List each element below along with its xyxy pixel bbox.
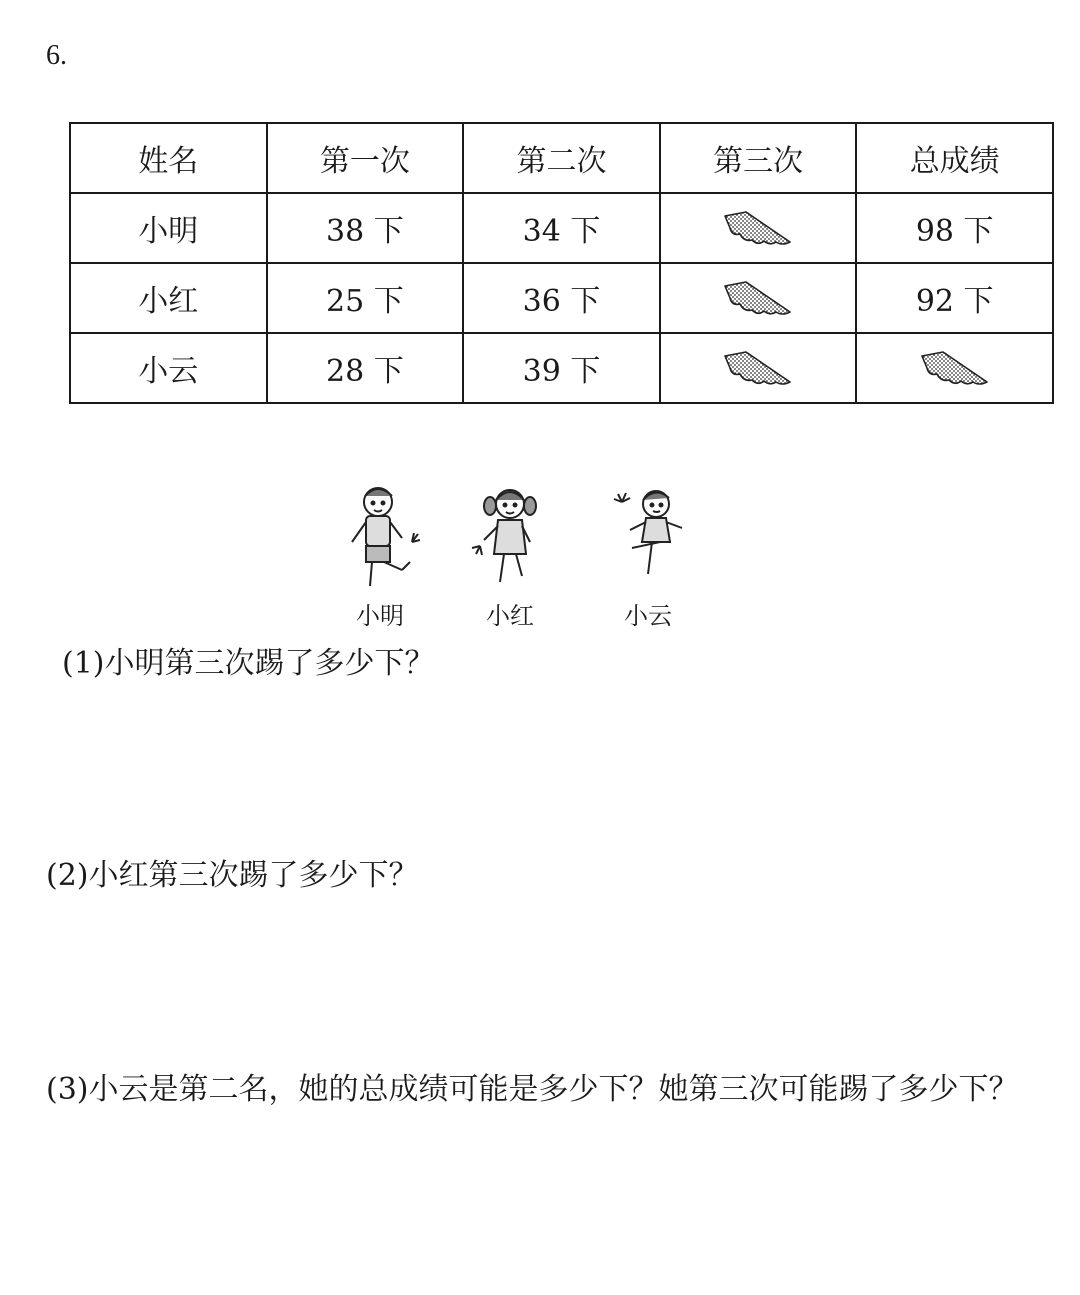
- cell-name: 小红: [70, 263, 267, 333]
- ink-blot-cover-icon: [722, 278, 794, 318]
- table-header-row: [70, 123, 1053, 193]
- ink-blot-cover-icon: [722, 348, 794, 388]
- score-table: [69, 122, 1054, 404]
- child-xiaoming: [330, 482, 430, 632]
- question-1: (1)小明第三次踢了多少下？: [62, 646, 435, 681]
- header-third: 第三次: [660, 123, 857, 193]
- child-label: 小明: [356, 602, 404, 630]
- cell-first: 38 下: [267, 193, 464, 263]
- table-row: [70, 263, 1053, 333]
- cell-total: [856, 333, 1053, 403]
- question-number: 6.: [46, 40, 67, 71]
- question-3: (3)小云是第二名，她的总成绩可能是多少下？她第三次可能踢了多少下？: [46, 1072, 1019, 1107]
- header-second: 第二次: [463, 123, 660, 193]
- child-label: 小云: [624, 602, 672, 630]
- cell-second: 36 下: [463, 263, 660, 333]
- boy-kicking-shuttlecock-icon: [340, 482, 420, 594]
- ink-blot-cover-icon: [722, 208, 794, 248]
- header-first: 第一次: [267, 123, 464, 193]
- cell-second: 39 下: [463, 333, 660, 403]
- cell-third: [660, 333, 857, 403]
- question-2: (2)小红第三次踢了多少下？: [46, 858, 419, 893]
- ink-blot-cover-icon: [919, 348, 991, 388]
- cell-total: 98 下: [856, 193, 1053, 263]
- header-total: 总成绩: [856, 123, 1053, 193]
- cell-total: 92 下: [856, 263, 1053, 333]
- table-row: [70, 193, 1053, 263]
- cell-first: 25 下: [267, 263, 464, 333]
- cell-third: [660, 263, 857, 333]
- child-label: 小红: [486, 602, 534, 630]
- children-illustration: [330, 482, 710, 632]
- header-name: 姓名: [70, 123, 267, 193]
- cell-third: [660, 193, 857, 263]
- cell-name: 小云: [70, 333, 267, 403]
- child-xiaohong: [460, 482, 560, 632]
- child-xiaoyun: [598, 482, 698, 632]
- cell-first: 28 下: [267, 333, 464, 403]
- table-row: [70, 333, 1053, 403]
- cell-second: 34 下: [463, 193, 660, 263]
- girl-kicking-shuttlecock-icon: [608, 482, 688, 594]
- girl-kicking-shuttlecock-icon: [470, 482, 550, 594]
- cell-name: 小明: [70, 193, 267, 263]
